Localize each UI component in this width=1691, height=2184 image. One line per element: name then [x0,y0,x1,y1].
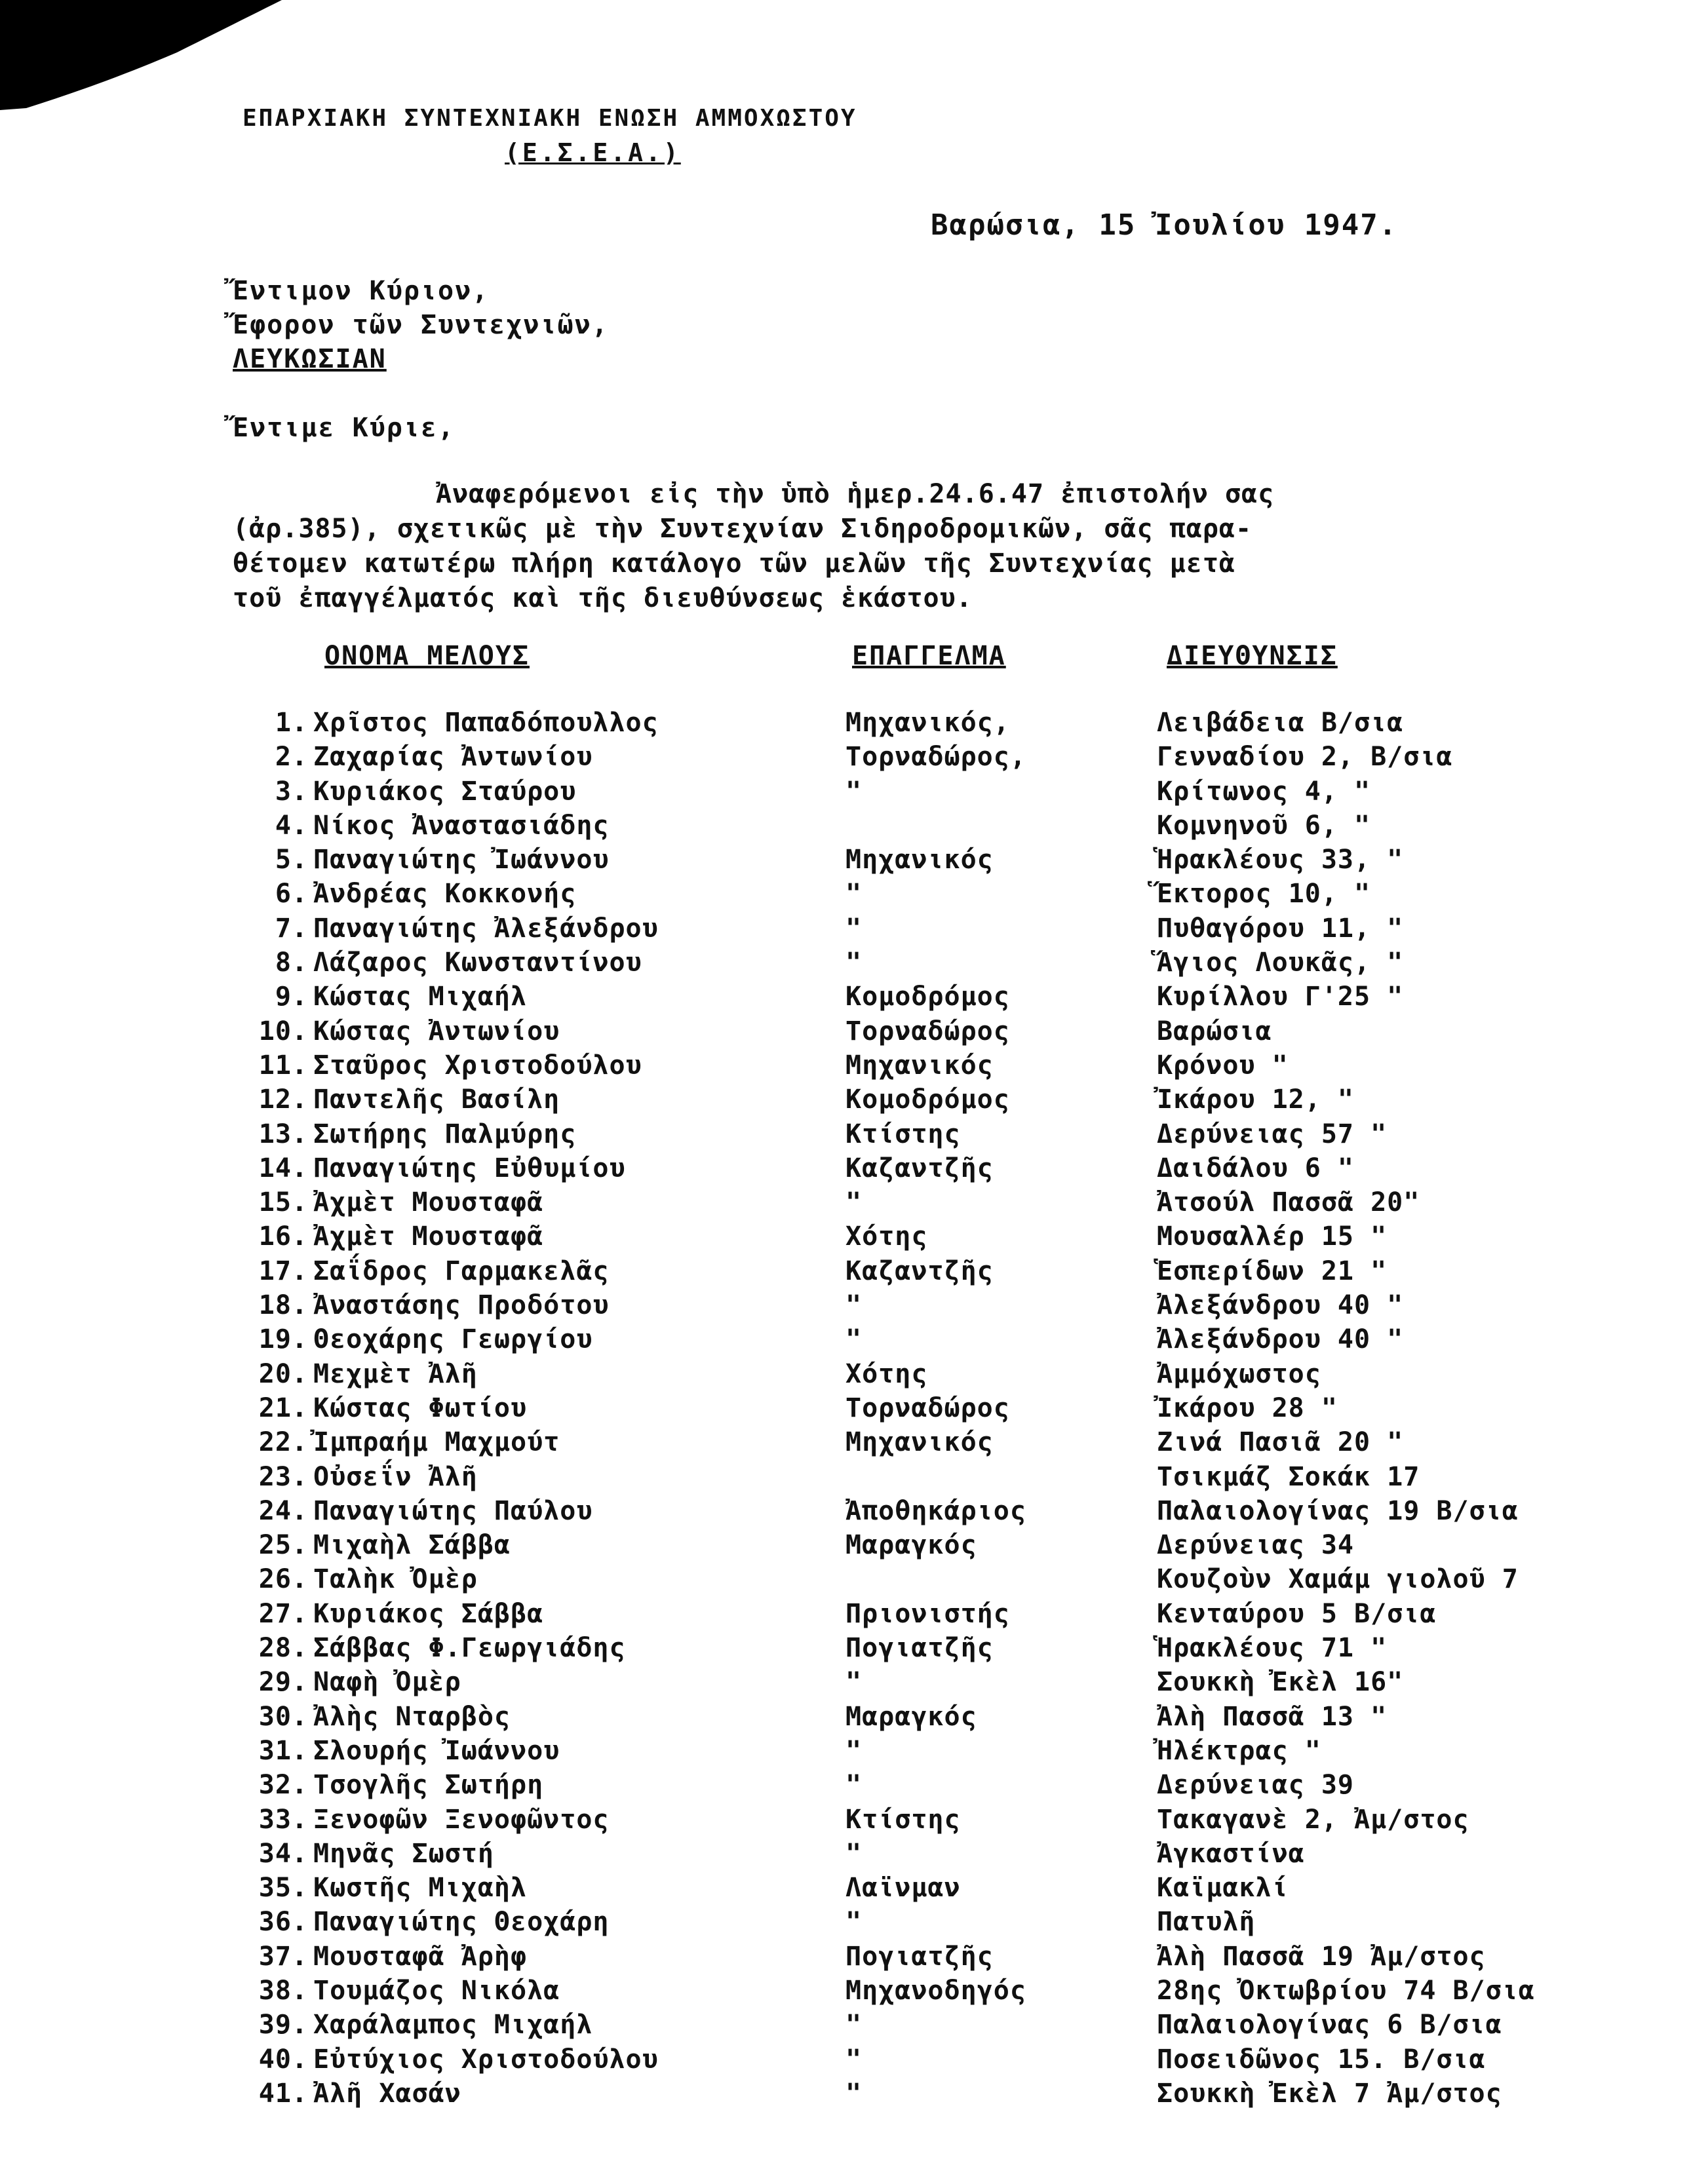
member-number: 19. [258,1324,308,1355]
member-address: Κυρίλλου Γ'25 " [1157,982,1404,1012]
member-name: Σταῦρος Χριστοδούλου [313,1050,642,1081]
member-row [0,1050,1691,1084]
member-row [0,1496,1691,1530]
member-row [0,1736,1691,1770]
member-row [0,776,1691,811]
member-profession: Καζαντζῆς [846,1255,994,1286]
member-name: Ναφὴ Ὀμὲρ [313,1667,461,1698]
member-number: 39. [258,2010,308,2040]
member-name: Κώστας Φωτίου [313,1392,528,1423]
member-address: Ζινά Πασιᾶ 20 " [1157,1427,1404,1458]
member-name: Θεοχάρης Γεωργίου [313,1324,593,1355]
member-row [0,1907,1691,1941]
member-number: 20. [258,1358,308,1389]
member-name: Παντελῆς Βασίλη [313,1084,560,1115]
member-row [0,1530,1691,1564]
recipient-city: ΛΕΥΚΩΣΙΑΝ [233,344,387,374]
member-name: Χρῖστος Παπαδόπουλλος [313,708,659,738]
member-profession: " [846,879,863,910]
body-line-3: θέτομεν κατωτέρω πλήρη κατάλογο τῶν μελῶν τῆς Συντεχνίας μετὰ [233,548,1236,579]
member-address: Ἠλέκτρας " [1157,1735,1321,1766]
member-profession: " [846,913,863,944]
member-name: Ἰμπραήμ Μαχμούτ [313,1427,560,1458]
member-number: 12. [258,1084,308,1115]
member-profession: Κτίστης [846,1804,961,1835]
member-row [0,1393,1691,1427]
member-profession: Μηχανικός [846,1427,994,1458]
member-address: Ἑσπερίδων 21 " [1157,1255,1388,1286]
member-row [0,1290,1691,1324]
member-name: Ἀχμὲτ Μουσταφᾶ [313,1221,544,1252]
member-address: Παλαιολογίνας 6 Β/σια [1157,2010,1502,2040]
member-name: Ταλὴκ Ὀμὲρ [313,1564,478,1595]
torn-corner-mark [0,0,288,111]
member-row [0,2079,1691,2113]
member-number: 27. [258,1598,308,1629]
member-number: 30. [258,1701,308,1732]
member-number: 13. [258,1119,308,1149]
member-row [0,1221,1691,1255]
member-number: 2. [275,742,308,773]
member-address: Ἀγκαστίνα [1157,1838,1305,1869]
member-address: Ἰκάρου 12, " [1157,1084,1354,1115]
member-address: Τακαγανὲ 2, Ἀμ/στος [1157,1804,1469,1835]
member-number: 31. [258,1735,308,1766]
member-address: Ἀλεξάνδρου 40 " [1157,1324,1404,1355]
recipient-line-1: Ἔντιμον Κύριον, [233,276,490,306]
member-address: Γενναδίου 2, Β/σια [1157,742,1453,773]
member-address: Κενταύρου 5 Β/σια [1157,1598,1437,1629]
member-name: Σλουρής Ἰωάννου [313,1735,560,1766]
member-name: Ζαχαρίας Ἀντωνίου [313,742,593,773]
member-address: Ἡρακλέους 71 " [1157,1633,1388,1664]
member-name: Τσογλῆς Σωτήρη [313,1770,544,1801]
member-number: 29. [258,1667,308,1698]
member-number: 4. [275,810,308,841]
member-name: Μουσταφᾶ Ἀρὴφ [313,1941,528,1972]
member-number: 14. [258,1153,308,1183]
body-line-1: Ἀναφερόμενοι εἰς τὴν ὑπὸ ἡμερ.24.6.47 ἐπιστολήν σας [436,479,1275,509]
member-address: Τσικμάζ Σοκάκ 17 [1157,1461,1420,1492]
member-address: Σουκκὴ Ἐκὲλ 16" [1157,1667,1404,1698]
member-number: 21. [258,1392,308,1423]
member-address: Βαρώσια [1157,1016,1272,1046]
member-profession: " [846,2010,863,2040]
member-name: Ἀνδρέας Κοκκονής [313,879,577,910]
member-address: Ἀλὴ Πασσᾶ 19 Ἀμ/στος [1157,1941,1486,1972]
member-address: Κρίτωνος 4, " [1157,776,1371,807]
member-number: 35. [258,1873,308,1904]
member-list [0,708,1691,2113]
member-row [0,1084,1691,1119]
member-address: Ἡρακλέους 33, " [1157,845,1404,875]
member-address: Καϊμακλί [1157,1873,1289,1904]
member-name: Χαράλαμπος Μιχαήλ [313,2010,593,2040]
member-row [0,1976,1691,2010]
member-name: Τουμάζος Νικόλα [313,1975,560,2006]
member-address: Λειβάδεια Β/σια [1157,708,1404,738]
member-name: Κώστας Ἀντωνίου [313,1016,560,1046]
member-number: 8. [275,948,308,978]
member-row [0,2044,1691,2079]
member-number: 5. [275,845,308,875]
column-header-name: ΟΝΟΜΑ ΜΕΛΟΥΣ [324,641,530,671]
organization-name: ΕΠΑΡΧΙΑΚΗ ΣΥΝΤΕΧΝΙΑΚΗ ΕΝΩΣΗ ΑΜΜΟΧΩΣΤΟΥ [243,105,857,132]
member-number: 9. [275,982,308,1012]
member-profession: " [846,1290,863,1321]
member-number: 6. [275,879,308,910]
member-name: Κυριάκος Σάββα [313,1598,544,1629]
member-profession: Τορναδώρος, [846,742,1026,773]
recipient-line-2: Ἔφορον τῶν Συντεχνιῶν, [233,310,609,340]
member-address: Ἀλεξάνδρου 40 " [1157,1290,1404,1321]
member-address: Δερύνειας 39 [1157,1770,1354,1801]
member-number: 37. [258,1941,308,1972]
member-number: 38. [258,1975,308,2006]
member-profession: Ἀποθηκάριος [846,1495,1026,1526]
member-number: 7. [275,913,308,944]
member-name: Κυριάκος Σταύρου [313,776,577,807]
member-profession: " [846,1838,863,1869]
member-name: Ἀλὴς Νταρβὸς [313,1701,511,1732]
letterhead [243,105,1029,167]
member-name: Ἀχμὲτ Μουσταφᾶ [313,1187,544,1218]
member-row [0,1873,1691,1907]
column-header-profession: ΕΠΑΓΓΕΛΜΑ [852,641,1006,671]
member-address: Δαιδάλου 6 " [1157,1153,1354,1183]
member-row [0,845,1691,879]
member-row [0,1805,1691,1839]
member-address: Ἀμμόχωστος [1157,1358,1321,1389]
member-number: 24. [258,1495,308,1526]
member-profession: Μηχανικός, [846,708,1010,738]
member-row [0,1839,1691,1873]
member-row [0,1256,1691,1290]
member-profession: Τορναδώρος [846,1016,1010,1046]
member-number: 33. [258,1804,308,1835]
member-profession: " [846,1667,863,1698]
member-number: 15. [258,1187,308,1218]
member-name: Παναγιώτης Εὐθυμίου [313,1153,626,1183]
member-address: Μουσαλλέρ 15 " [1157,1221,1388,1252]
member-row [0,2010,1691,2044]
member-address: Ἀτσούλ Πασσᾶ 20" [1157,1187,1420,1218]
member-name: Ξενοφῶν Ξενοφῶντος [313,1804,610,1835]
member-profession: Τορναδώρος [846,1392,1010,1423]
member-number: 23. [258,1461,308,1492]
member-name: Μηνᾶς Σωστή [313,1838,494,1869]
salutation: Ἔντιμε Κύριε, [233,413,456,443]
column-header-address: ΔΙΕΥΘΥΝΣΙΣ [1167,641,1338,671]
member-profession: Κομοδρόμος [846,1084,1010,1115]
member-name: Κωστῆς Μιχαὴλ [313,1873,528,1904]
member-name: Λάζαρος Κωνσταντίνου [313,948,642,978]
member-profession: " [846,1770,863,1801]
member-number: 1. [275,708,308,738]
member-profession: " [846,1735,863,1766]
member-name: Σάββας Φ.Γεωργιάδης [313,1633,626,1664]
member-address: Ἀλὴ Πασσᾶ 13 " [1157,1701,1388,1732]
body-line-2: (ἀρ.385), σχετικῶς μὲ τὴν Συντεχνίαν Σιδηροδρομικῶν, σᾶς παρα- [233,514,1253,544]
member-address: Ἕκτορος 10, " [1157,879,1371,910]
member-address: Ἅγιος Λουκᾶς, " [1157,948,1404,978]
member-profession: Μηχανοδηγός [846,1975,1026,2006]
member-row [0,1633,1691,1667]
member-profession: Μηχανικός [846,845,994,875]
member-name: Οὐσεΐν Ἀλῆ [313,1461,478,1492]
member-profession: Πριονιστής [846,1598,1010,1629]
member-row [0,1667,1691,1701]
member-address: Σουκκὴ Ἐκὲλ 7 Ἀμ/στος [1157,2078,1502,2109]
member-number: 34. [258,1838,308,1869]
member-row [0,879,1691,913]
member-address: Δερύνειας 57 " [1157,1119,1388,1149]
member-profession: Λαϊνμαν [846,1873,961,1904]
member-number: 22. [258,1427,308,1458]
member-row [0,1153,1691,1187]
recipient-address [233,274,609,376]
member-name: Νίκος Ἀναστασιάδης [313,810,610,841]
member-name: Παναγιώτης Παύλου [313,1495,593,1526]
member-profession: " [846,776,863,807]
member-number: 16. [258,1221,308,1252]
member-name: Ἀναστάσης Προδότου [313,1290,610,1321]
member-address: Πατυλῆ [1157,1907,1256,1938]
member-name: Μεχμὲτ Ἀλῆ [313,1358,478,1389]
member-row [0,1770,1691,1804]
member-number: 18. [258,1290,308,1321]
member-name: Κώστας Μιχαήλ [313,982,528,1012]
member-address: Κρόνου " [1157,1050,1289,1081]
member-address: Ποσειδῶνος 15. Β/σια [1157,2044,1486,2075]
member-row [0,1119,1691,1153]
member-row [0,948,1691,982]
body-line-4: τοῦ ἐπαγγέλματός καὶ τῆς διευθύνσεως ἑκάστου. [233,583,973,613]
member-name: Παναγιώτης Ἰωάννου [313,845,610,875]
member-row [0,1942,1691,1976]
member-profession: " [846,1907,863,1938]
member-profession: Κτίστης [846,1119,961,1149]
member-profession: Χότης [846,1221,928,1252]
member-address: Κουζοὺν Χαμάμ γιολοῦ 7 [1157,1564,1519,1595]
member-number: 36. [258,1907,308,1938]
member-name: Εὐτύχιος Χριστοδούλου [313,2044,659,2075]
member-profession: Καζαντζῆς [846,1153,994,1183]
member-address: Παλαιολογίνας 19 Β/σια [1157,1495,1519,1526]
member-name: Σαΐδρος Γαρμακελᾶς [313,1255,610,1286]
member-row [0,1599,1691,1633]
member-row [0,982,1691,1016]
member-number: 3. [275,776,308,807]
member-profession: Πογιατζῆς [846,1941,994,1972]
letter-body [233,477,1445,616]
member-number: 11. [258,1050,308,1081]
member-row [0,1564,1691,1598]
member-address: Πυθαγόρου 11, " [1157,913,1404,944]
member-name: Σωτήρης Παλμύρης [313,1119,577,1149]
date-line: Βαρώσια, 15 Ἰουλίου 1947. [931,208,1398,242]
member-number: 25. [258,1530,308,1561]
member-row [0,1324,1691,1358]
member-row [0,1187,1691,1221]
member-number: 26. [258,1564,308,1595]
member-row [0,913,1691,948]
member-number: 41. [258,2078,308,2109]
member-profession: Μαραγκός [846,1530,977,1561]
member-number: 32. [258,1770,308,1801]
member-number: 40. [258,2044,308,2075]
member-address: Ἰκάρου 28 " [1157,1392,1338,1423]
member-address: Δερύνειας 34 [1157,1530,1354,1561]
member-name: Ἀλῆ Χασάν [313,2078,461,2109]
organization-abbreviation: (Ε.Σ.Ε.Α.) [505,138,681,167]
member-row [0,708,1691,742]
member-name: Μιχαὴλ Σάββα [313,1530,511,1561]
member-number: 28. [258,1633,308,1664]
member-profession: Μαραγκός [846,1701,977,1732]
member-row [0,1427,1691,1461]
member-profession: Χότης [846,1358,928,1389]
member-profession: Κομοδρόμος [846,982,1010,1012]
member-profession: " [846,1324,863,1355]
member-profession: " [846,1187,863,1218]
member-profession: " [846,2044,863,2075]
member-row [0,1702,1691,1736]
member-profession: Πογιατζῆς [846,1633,994,1664]
member-name: Παναγιώτης Ἀλεξάνδρου [313,913,659,944]
member-row [0,742,1691,776]
member-address: Κομνηνοῦ 6, " [1157,810,1371,841]
member-row [0,1462,1691,1496]
member-address: 28ης Ὀκτωβρίου 74 Β/σια [1157,1975,1535,2006]
member-name: Παναγιώτης Θεοχάρη [313,1907,610,1938]
member-profession: " [846,2078,863,2109]
member-number: 10. [258,1016,308,1046]
member-row [0,811,1691,845]
member-profession: " [846,948,863,978]
member-row [0,1359,1691,1393]
member-profession: Μηχανικός [846,1050,994,1081]
member-number: 17. [258,1255,308,1286]
member-row [0,1016,1691,1050]
